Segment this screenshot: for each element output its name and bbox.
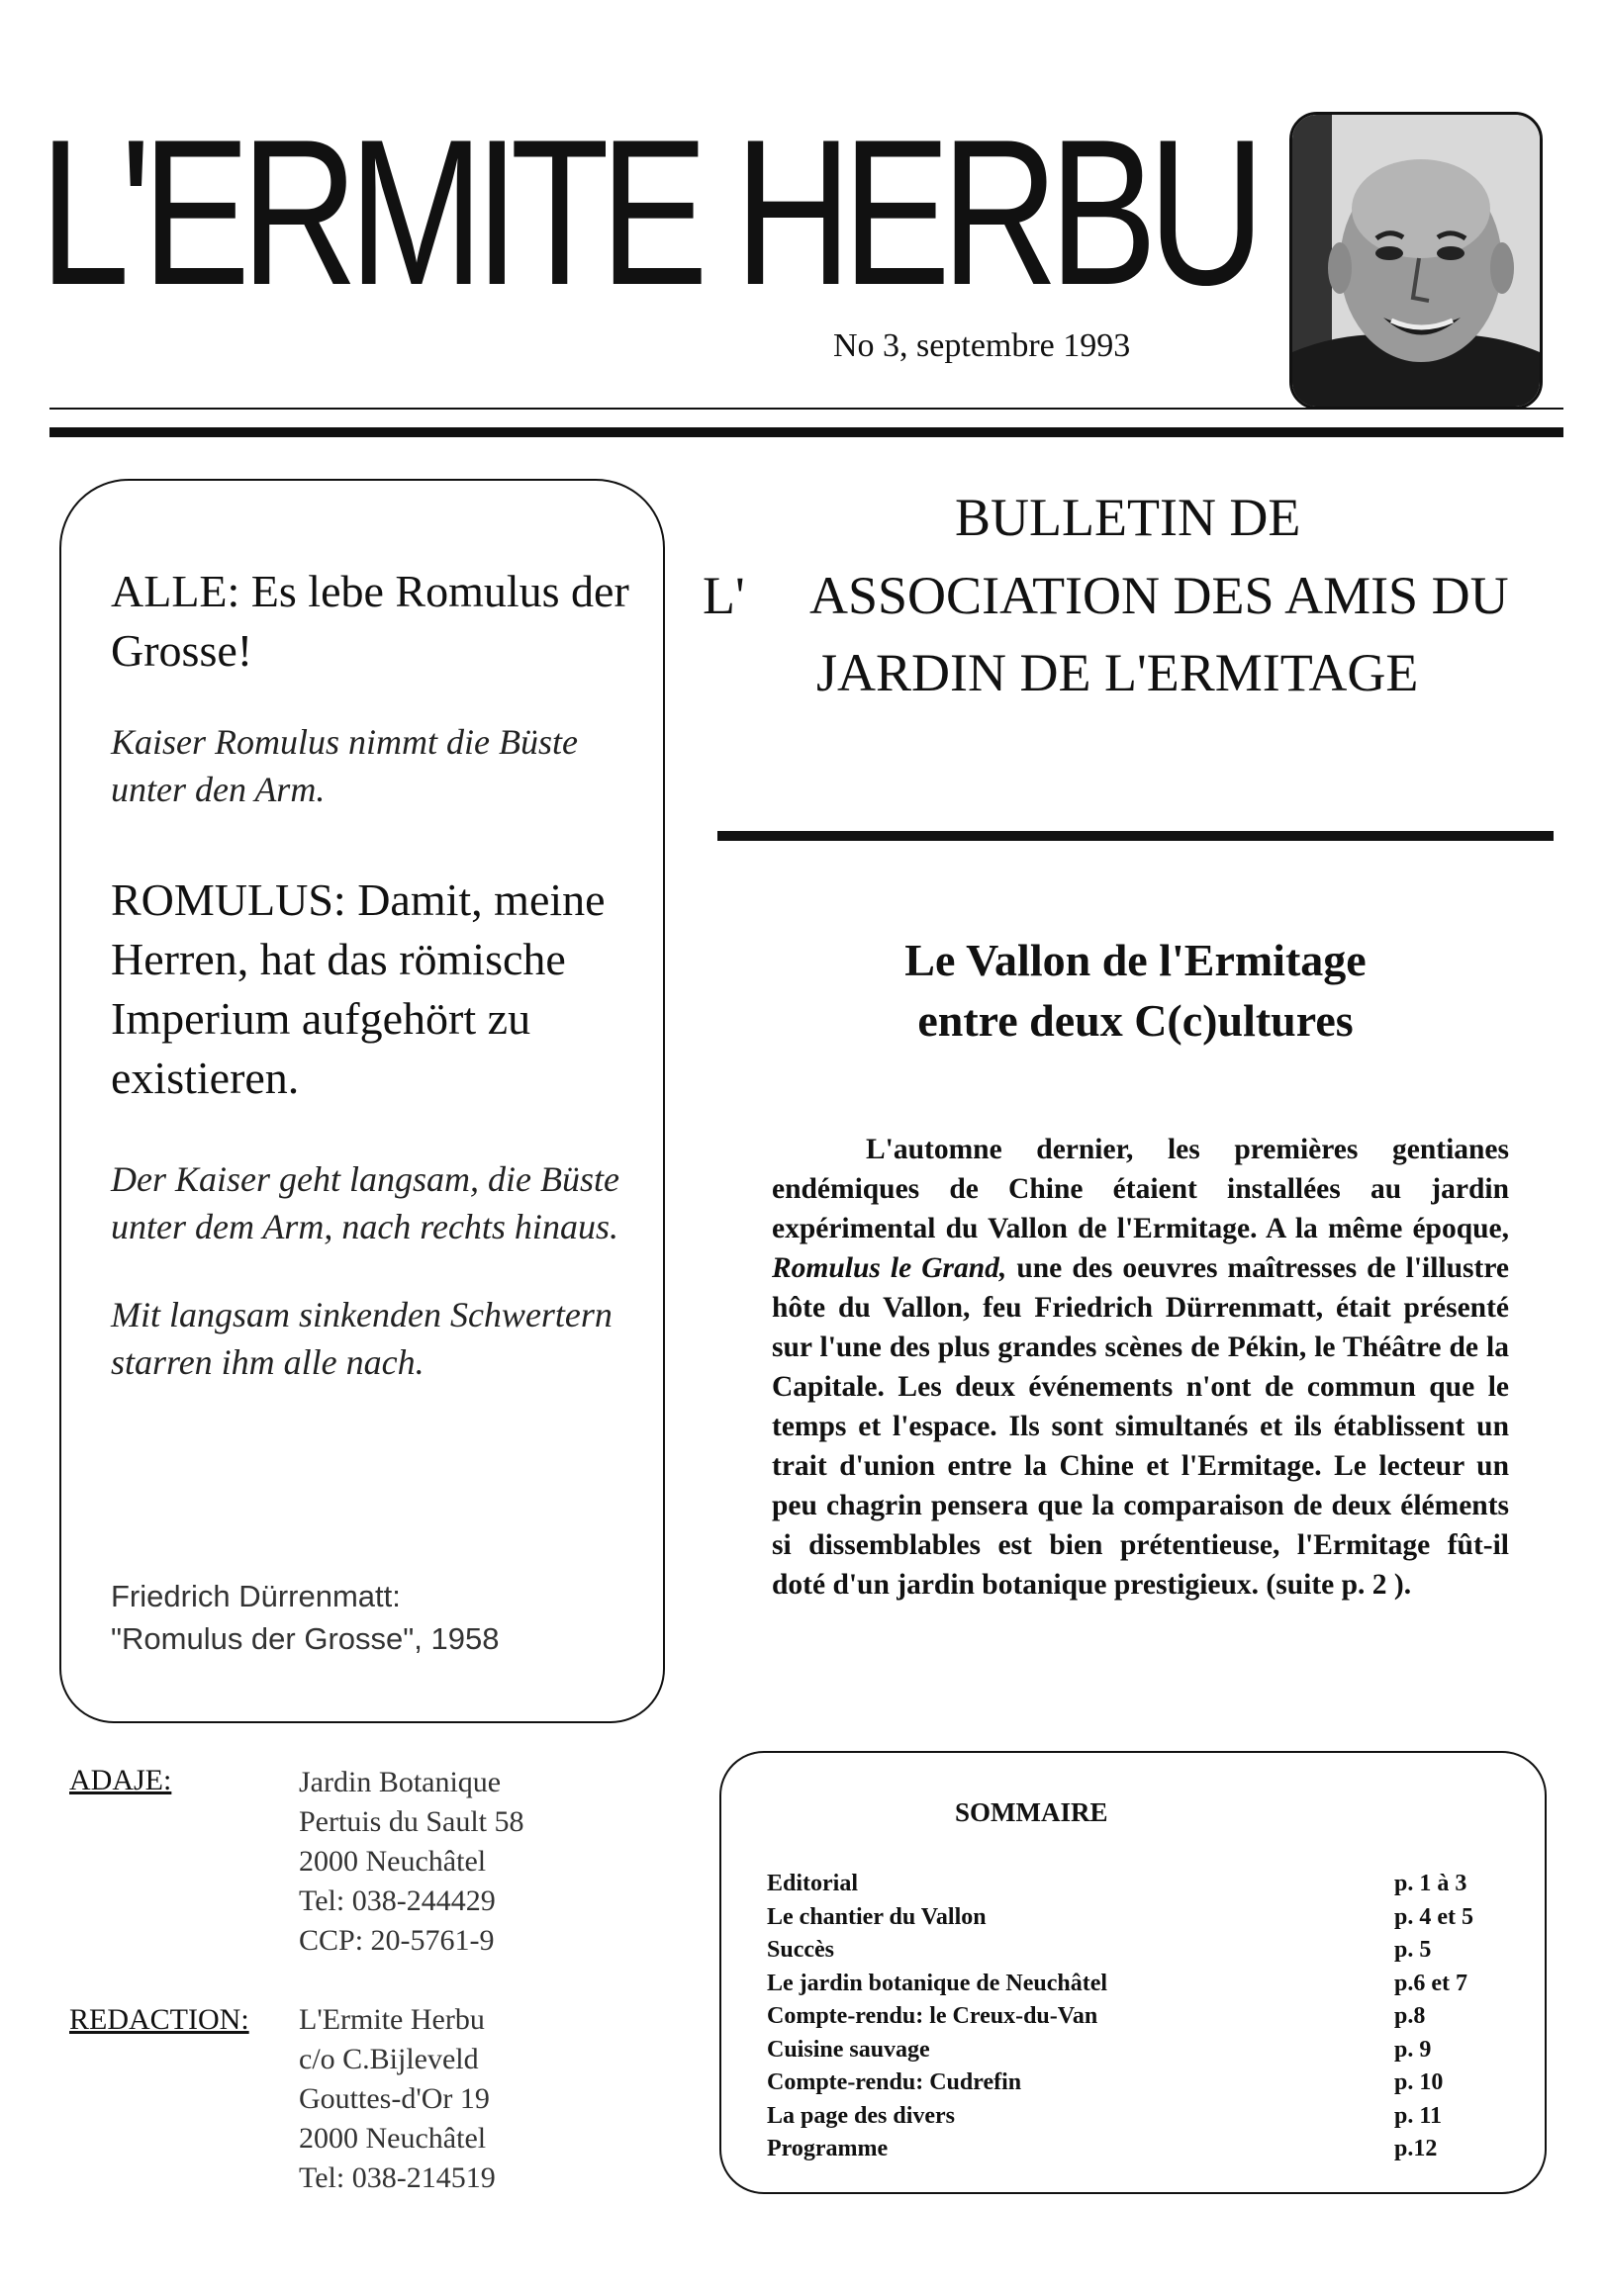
- address-line: Pertuis du Sault 58: [299, 1805, 524, 1838]
- adaje-address: [299, 1763, 524, 1961]
- quote-stage-direction-3: Mit langsam sinkenden Schwertern starren ihm alle nach.: [111, 1295, 613, 1382]
- toc-title: Compte-rendu: Cudrefin: [767, 2069, 1022, 2095]
- masthead-thick-rule: [49, 427, 1563, 437]
- toc-title: Succès: [767, 1937, 834, 1963]
- address-line: L'Ermite Herbu: [299, 2003, 485, 2036]
- adaje-label: ADAJE:: [69, 1764, 172, 1796]
- article-text-part-1: L'automne dernier, les premières gentianes endémiques de Chine étaient installées au jardin expérimental du Vallon de l'Ermitage. A la même époque,: [772, 1134, 1509, 1244]
- toc-title: Le jardin botanique de Neuchâtel: [767, 1970, 1108, 1996]
- quote-citation-work: "Romulus der Grosse", 1958: [111, 1621, 500, 1656]
- sommaire-title: [719, 1795, 1547, 1829]
- toc-item: [767, 2133, 1499, 2166]
- quote-citation: [111, 1575, 645, 1660]
- redaction-address: [299, 2000, 496, 2198]
- address-line: c/o C.Bijleveld: [299, 2043, 479, 2075]
- address-line: Tel: 038-214519: [299, 2161, 496, 2194]
- toc-page: p.12: [1394, 2136, 1438, 2161]
- redaction-label: REDACTION:: [69, 2003, 249, 2036]
- toc-item: [767, 2100, 1499, 2134]
- bulletin-title-line-1: BULLETIN DE: [955, 488, 1301, 547]
- toc-item: [767, 2034, 1499, 2067]
- bulletin-title-prefix: L': [703, 566, 745, 625]
- article-title-line-1: Le Vallon de l'Ermitage: [904, 935, 1367, 985]
- toc-item: [767, 1968, 1499, 2001]
- masthead-thin-rule: [49, 408, 1563, 410]
- address-line: Gouttes-d'Or 19: [299, 2082, 490, 2115]
- address-line: CCP: 20-5761-9: [299, 1924, 495, 1957]
- toc-title: Compte-rendu: le Creux-du-Van: [767, 2003, 1098, 2029]
- address-line: Jardin Botanique: [299, 1766, 502, 1798]
- toc-item: [767, 2066, 1499, 2100]
- toc-title: La page des divers: [767, 2102, 956, 2129]
- toc-title: Editorial: [767, 1871, 859, 1896]
- toc-title: Programme: [767, 2136, 889, 2161]
- bulletin-rule: [717, 831, 1554, 841]
- quote-line-alle: ALLE: Es lebe Romulus der Grosse!: [111, 566, 629, 676]
- portrait-illustration: [1292, 115, 1540, 407]
- quote-citation-author: Friedrich Dürrenmatt:: [111, 1579, 401, 1613]
- sommaire-title-text: SOMMAIRE: [955, 1797, 1108, 1827]
- article-title: [717, 930, 1554, 1051]
- toc-page: p. 10: [1394, 2069, 1444, 2095]
- address-line: 2000 Neuchâtel: [299, 2122, 487, 2155]
- quote-line-romulus: ROMULUS: Damit, meine Herren, hat das römische Imperium aufgehört zu existieren.: [111, 874, 606, 1103]
- address-line: 2000 Neuchâtel: [299, 1845, 487, 1878]
- toc-title: Cuisine sauvage: [767, 2036, 930, 2063]
- toc-item: [767, 1868, 1499, 1901]
- toc-title: Le chantier du Vallon: [767, 1903, 987, 1930]
- issue-date: No 3, septembre 1993: [833, 327, 1131, 364]
- article-text-part-2: une des oeuvres maîtresses de l'illustre hôte du Vallon, feu Friedrich Dürrenmatt, était présenté sur l'une des plus grandes scènes de Pékin, le Théâtre de la Capitale. Les deux événements n'ont de commun que le temps et l'espace. Ils sont simultanés et ils établissent un trait d'union entre la Chine et l'Ermitage. Le lecteur un peu chagrin pensera que la comparaison de deux éléments si dissemblables est bien prétentieuse, l'Ermitage fût-il doté d'un jardin botanique prestigieux. (suite p. 2 ).: [772, 1252, 1509, 1601]
- toc-item: [767, 2000, 1499, 2034]
- masthead-title: L'ERMITE HERBU: [40, 96, 1257, 328]
- article-work-title: Romulus le Grand,: [772, 1252, 1007, 1284]
- toc-item: [767, 1934, 1499, 1968]
- quote-stage-direction-2: Der Kaiser geht langsam, die Büste unter dem Arm, nach rechts hinaus.: [111, 1159, 619, 1246]
- quote-stage-direction-1: Kaiser Romulus nimmt die Büste unter den Arm.: [111, 722, 578, 809]
- portrait-photo: [1289, 112, 1543, 410]
- table-of-contents: [767, 1868, 1499, 2166]
- toc-page: p. 4 et 5: [1394, 1903, 1473, 1930]
- article-title-line-2: entre deux C(c)ultures: [917, 995, 1354, 1046]
- toc-item: [767, 1901, 1499, 1935]
- toc-page: p. 11: [1394, 2102, 1443, 2129]
- toc-page: p. 5: [1394, 1937, 1432, 1963]
- toc-page: p. 1 à 3: [1394, 1871, 1467, 1896]
- toc-page: p. 9: [1394, 2036, 1432, 2063]
- toc-page: p.8: [1394, 2003, 1426, 2029]
- toc-page: p.6 et 7: [1394, 1970, 1467, 1996]
- bulletin-title-line-2: ASSOCIATION DES AMIS DU: [809, 566, 1509, 625]
- address-line: Tel: 038-244429: [299, 1884, 496, 1917]
- article-body: [772, 1130, 1509, 1605]
- bulletin-title-line-3: JARDIN DE L'ERMITAGE: [816, 643, 1419, 702]
